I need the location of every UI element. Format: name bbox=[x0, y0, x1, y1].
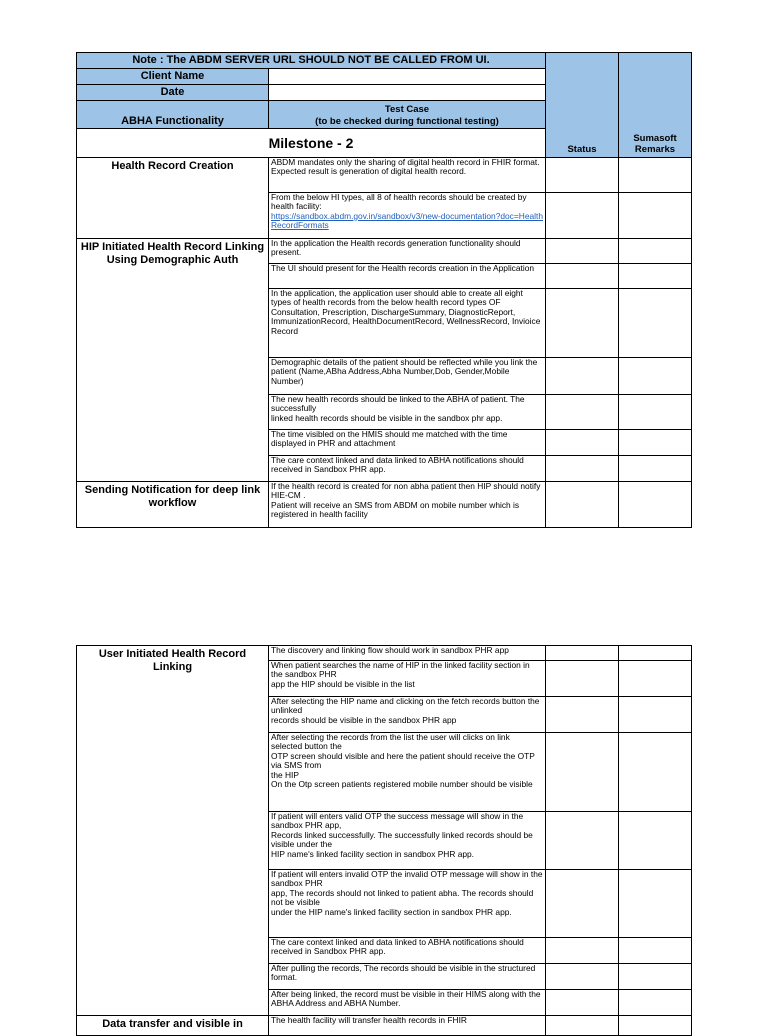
status-cell bbox=[546, 264, 619, 289]
test-case bbox=[269, 482, 546, 528]
functionality-hip-initiated-linking: HIP Initiated Health Record Linking Using Demographic Auth bbox=[77, 239, 269, 482]
test-case bbox=[269, 733, 546, 812]
remarks-cell bbox=[619, 158, 692, 193]
status-cell bbox=[546, 964, 619, 990]
test-case-header bbox=[269, 101, 546, 129]
test-case-table-2 bbox=[76, 645, 692, 1036]
remarks-cell bbox=[619, 812, 692, 870]
date-label: Date bbox=[77, 85, 269, 101]
remarks-cell bbox=[619, 938, 692, 964]
status-cell bbox=[546, 430, 619, 456]
status-cell bbox=[546, 938, 619, 964]
status-cell bbox=[546, 990, 619, 1016]
remarks-cell bbox=[619, 697, 692, 733]
functionality-data-transfer: Data transfer and visible in bbox=[77, 1016, 269, 1036]
status-cell bbox=[546, 482, 619, 528]
test-case-text: The new health records should be linked to the ABHA of patient. The successfully linked health records should be visible in the sandbox phr app. bbox=[271, 394, 525, 423]
functionality-header: ABHA Functionality bbox=[77, 101, 269, 129]
test-case bbox=[269, 289, 546, 358]
test-case bbox=[269, 193, 546, 239]
remarks-cell bbox=[619, 661, 692, 697]
test-case-text: In the application, the application user should able to create all eight types of health records from the below health record types OF Consultation, Prescription, DischargeSummary, DiagnosticReport, ImmunizationRecord, HealthDocumentRecord, WellnessRecord, Invioice Record bbox=[271, 288, 541, 336]
test-case bbox=[269, 395, 546, 430]
test-case-text: From the below HI types, all 8 of health records should be created by health facility: bbox=[271, 192, 527, 212]
test-case: The time visibled on the HMIS should me matched with the time displayed in PHR and attachment bbox=[269, 430, 546, 456]
test-case-text: After selecting the records from the list the user will clicks on link selected button the OTP screen should visible and here the patient should receive the OTP via SMS from the HIP On the Otp screen patients registered mobile number should be visible bbox=[271, 732, 535, 790]
test-case: The discovery and linking flow should work in sandbox PHR app bbox=[269, 646, 546, 661]
status-cell bbox=[546, 733, 619, 812]
health-record-formats-link[interactable]: https://sandbox.abdm.gov.in/sandbox/v3/new-documentation?doc=HealthRecordFormats bbox=[271, 210, 543, 231]
test-case: The UI should present for the Health records creation in the Application bbox=[269, 264, 546, 289]
client-name-value bbox=[269, 69, 546, 85]
functionality-user-initiated-linking: User Initiated Health Record Linking bbox=[77, 646, 269, 1016]
remarks-cell bbox=[619, 990, 692, 1016]
status-cell bbox=[546, 158, 619, 193]
test-case-text: If the health record is created for non abha patient then HIP should notify HIE-CM . Patient will receive an SMS from ABDM on mobile number which is registered in health facility bbox=[271, 481, 541, 520]
test-case-text: When patient searches the name of HIP in the linked facility section in the sandbox PHR app the HIP should be visible in the list bbox=[271, 660, 530, 689]
status-cell bbox=[546, 661, 619, 697]
remarks-cell bbox=[619, 264, 692, 289]
status-cell bbox=[546, 289, 619, 358]
date-value bbox=[269, 85, 546, 101]
test-case bbox=[269, 661, 546, 697]
remarks-cell bbox=[619, 358, 692, 395]
status-cell bbox=[546, 870, 619, 938]
test-case-title: Test Case bbox=[384, 104, 430, 115]
test-case: The care context linked and data linked to ABHA notifications should received in Sandbox PHR app. bbox=[269, 938, 546, 964]
test-case: Demographic details of the patient should be reflected while you link the patient (Name,ABha Address,Abha Number,Dob, Gender,Mobile Number) bbox=[269, 358, 546, 395]
milestone-title: Milestone - 2 bbox=[77, 129, 546, 158]
remarks-cell bbox=[619, 456, 692, 482]
status-cell bbox=[546, 239, 619, 264]
functionality-sending-notification: Sending Notification for deep link workflow bbox=[77, 482, 269, 528]
remarks-cell bbox=[619, 482, 692, 528]
remarks-cell bbox=[619, 193, 692, 239]
test-case bbox=[269, 697, 546, 733]
remarks-cell bbox=[619, 646, 692, 661]
test-case-text: After selecting the HIP name and clicking on the fetch records button the unlinked records should be visible in the sandbox PHR app bbox=[271, 696, 540, 725]
status-cell bbox=[546, 697, 619, 733]
test-case bbox=[269, 812, 546, 870]
test-case-subtitle: (to be checked during functional testing) bbox=[315, 115, 499, 127]
test-case bbox=[269, 870, 546, 938]
status-cell bbox=[546, 395, 619, 430]
status-header: Status bbox=[546, 53, 619, 158]
remarks-cell bbox=[619, 289, 692, 358]
test-case: ABDM mandates only the sharing of digital health record in FHIR format. Expected result is generation of digital health record. bbox=[269, 158, 546, 193]
functionality-health-record-creation: Health Record Creation bbox=[77, 158, 269, 239]
remarks-cell bbox=[619, 1016, 692, 1036]
remarks-cell bbox=[619, 239, 692, 264]
test-case-text: If patient will enters valid OTP the success message will show in the sandbox PHR app, Records linked successfully. The successfully linked records should be visible under the HIP name's linked facility section in sandbox PHR app. bbox=[271, 811, 533, 859]
status-cell bbox=[546, 646, 619, 661]
test-case: The health facility will transfer health records in FHIR bbox=[269, 1016, 546, 1036]
remarks-cell bbox=[619, 430, 692, 456]
status-cell bbox=[546, 1016, 619, 1036]
remarks-cell bbox=[619, 395, 692, 430]
remarks-header: Sumasoft Remarks bbox=[619, 53, 692, 158]
test-case: After pulling the records, The records should be visible in the structured format. bbox=[269, 964, 546, 990]
test-case-table-1 bbox=[76, 52, 692, 528]
remarks-cell bbox=[619, 964, 692, 990]
status-cell bbox=[546, 456, 619, 482]
client-name-label: Client Name bbox=[77, 69, 269, 85]
remarks-cell bbox=[619, 733, 692, 812]
remarks-cell bbox=[619, 870, 692, 938]
test-case: After being linked, the record must be visible in their HIMS along with the ABHA Address and ABHA Number. bbox=[269, 990, 546, 1016]
status-cell bbox=[546, 358, 619, 395]
test-case: In the application the Health records generation functionality should present. bbox=[269, 239, 546, 264]
test-case: The care context linked and data linked to ABHA notifications should received in Sandbox PHR app. bbox=[269, 456, 546, 482]
status-cell bbox=[546, 193, 619, 239]
note-banner: Note : The ABDM SERVER URL SHOULD NOT BE CALLED FROM UI. bbox=[77, 53, 546, 69]
status-cell bbox=[546, 812, 619, 870]
test-case-text: If patient will enters invalid OTP the invalid OTP message will show in the sandbox PHR app, The records should not linked to patient abha. The records should not be visible under the HIP name's linked facility section in sandbox PHR app. bbox=[271, 869, 543, 917]
